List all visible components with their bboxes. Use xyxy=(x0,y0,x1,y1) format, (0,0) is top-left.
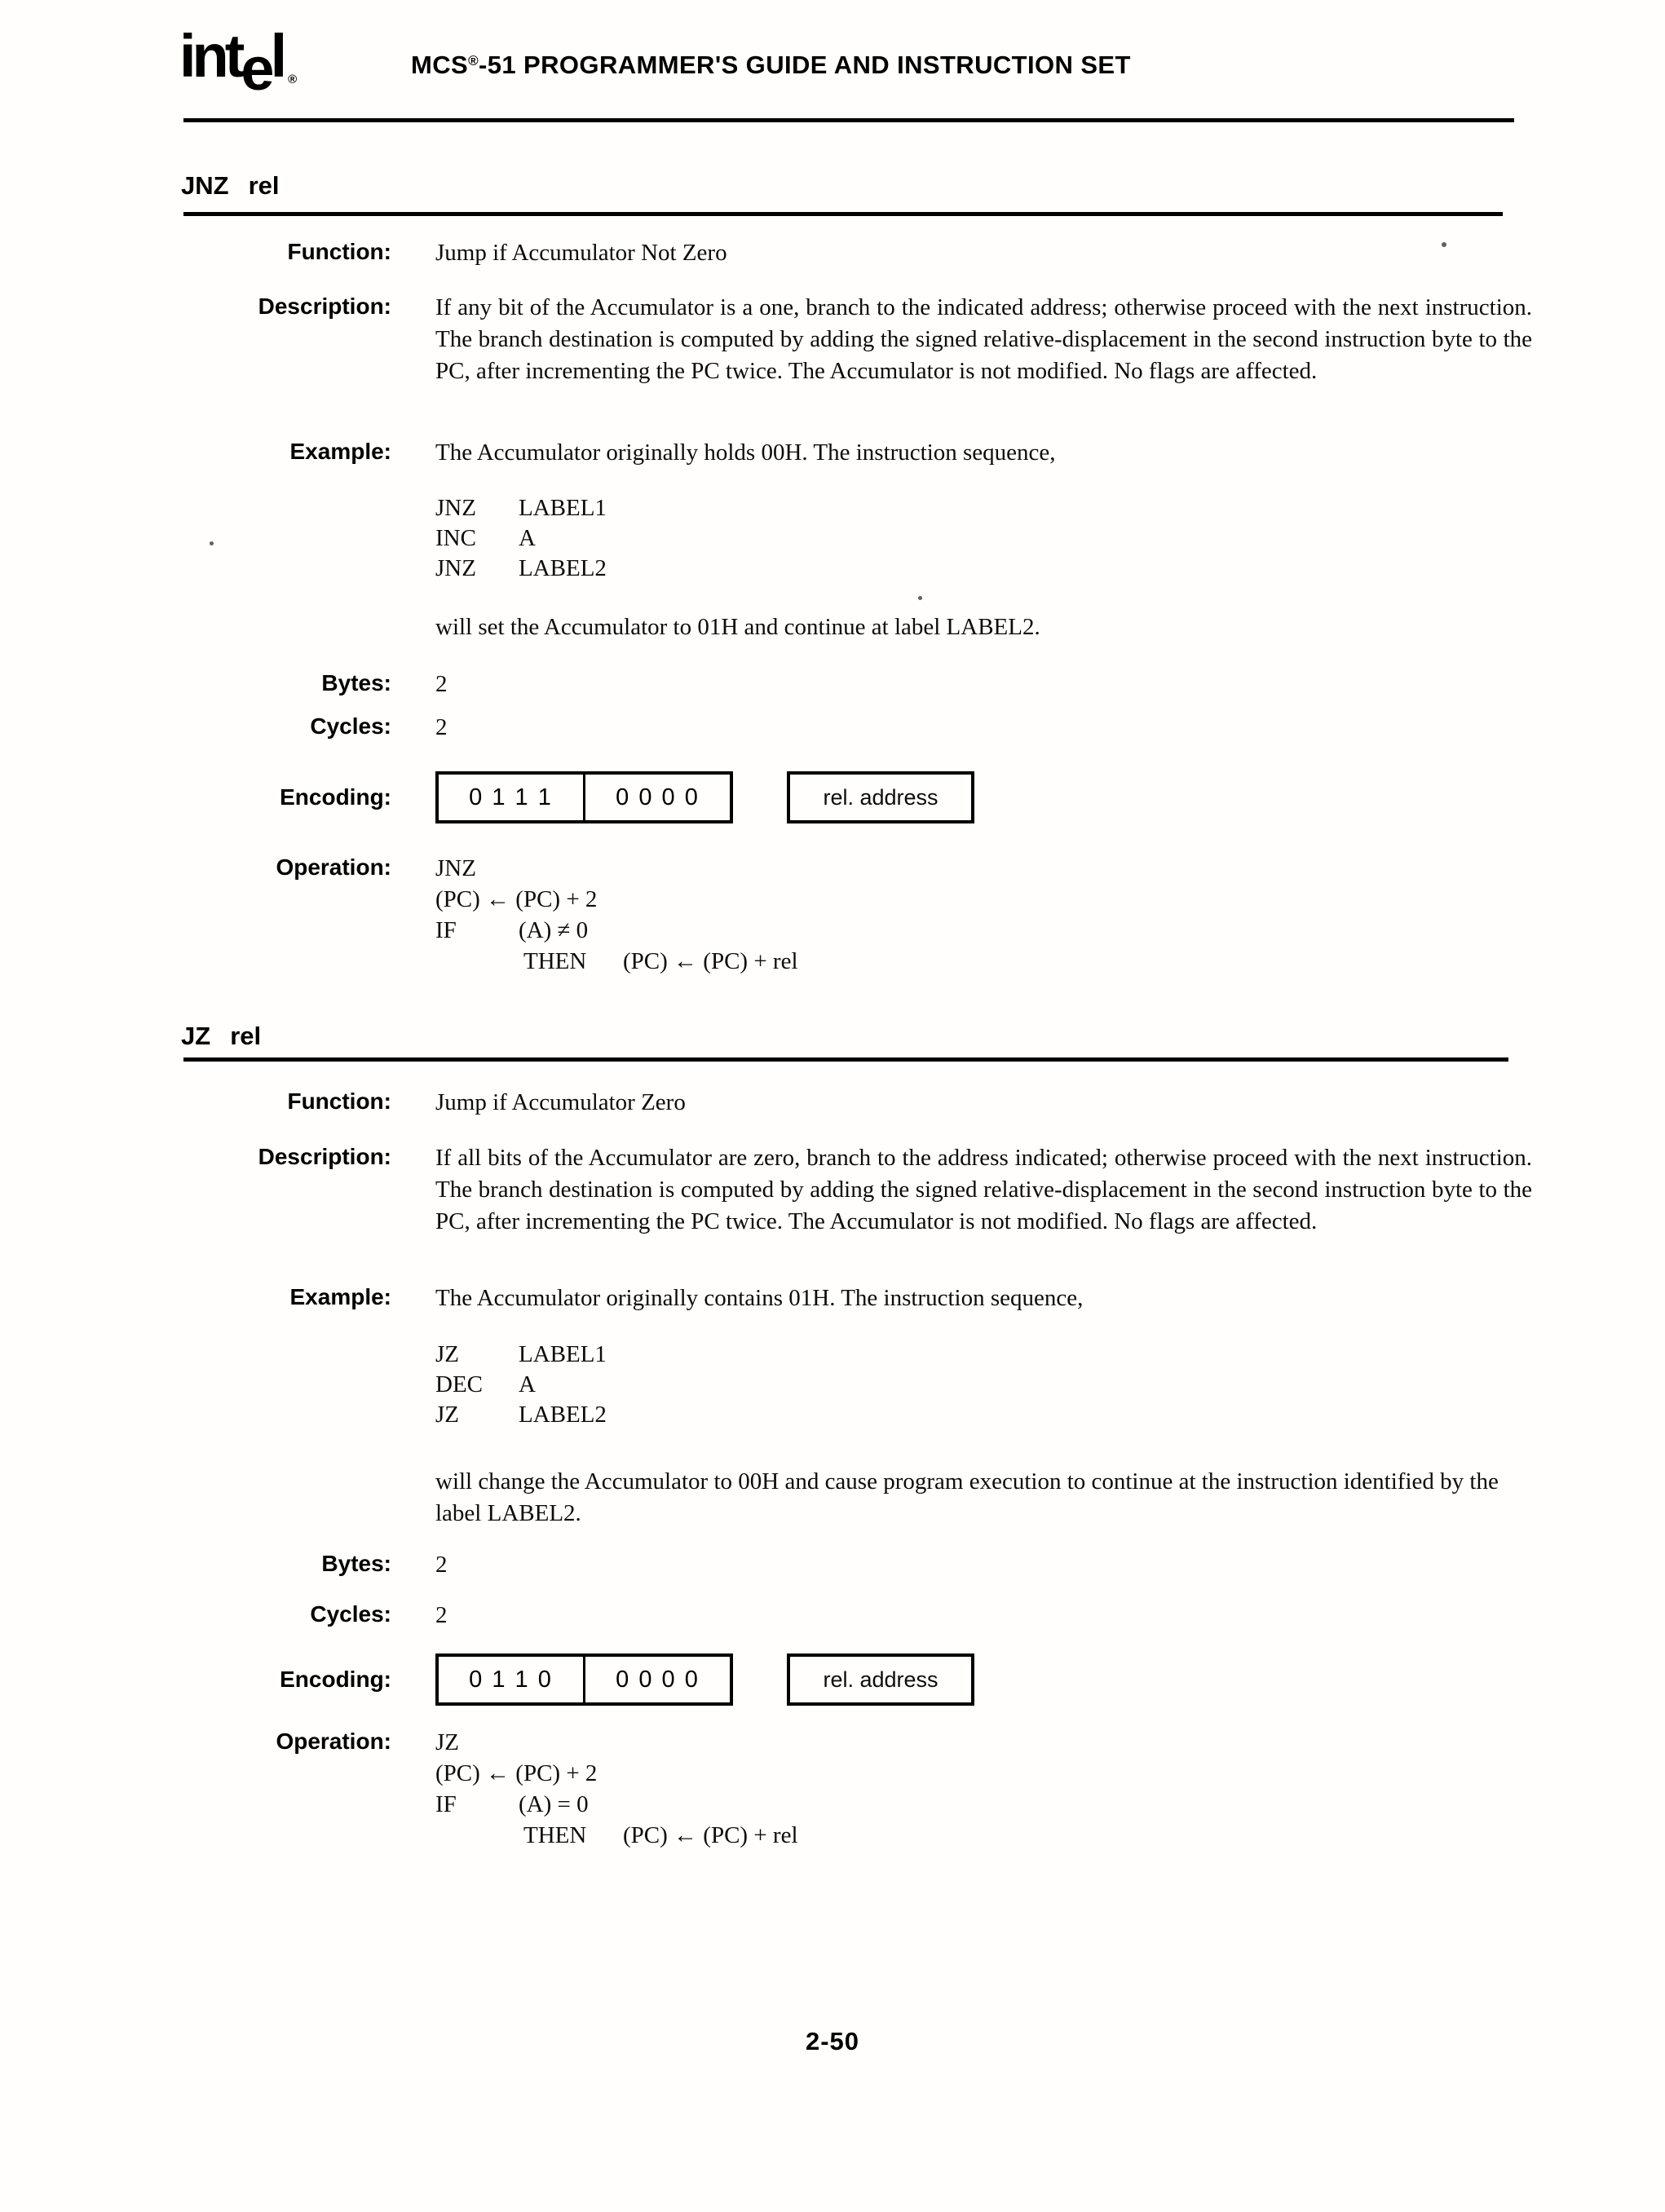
cycles-value: 2 xyxy=(435,1602,448,1628)
description-row xyxy=(0,292,1574,387)
operation-row xyxy=(0,1727,1574,1851)
function-row xyxy=(0,237,1574,269)
registered-mark-icon: ® xyxy=(468,53,479,68)
rel-address-box: rel. address xyxy=(787,771,974,823)
code-line xyxy=(435,554,607,584)
if-keyword: IF xyxy=(435,917,457,943)
code-block xyxy=(435,1340,607,1430)
logo-text: int xyxy=(179,22,241,90)
code-line xyxy=(435,493,607,523)
function-value: Jump if Accumulator Not Zero xyxy=(435,240,727,266)
then-keyword: THEN xyxy=(523,948,587,974)
description-text: If any bit of the Accumulator is a one, branch to the indicated address; otherwise proceed with the next instruction. The branch destination is computed by adding the signed relative-displacement in the second instruction byte to the PC, after incrementing the PC twice. The Accumulator is not modified. No flags are affected. xyxy=(435,294,1532,384)
intel-logo xyxy=(179,21,298,103)
logo-dropped-e: e xyxy=(241,35,271,103)
registered-mark-icon: ® xyxy=(288,73,298,86)
scan-artifact xyxy=(918,596,922,600)
description-label: Description: xyxy=(258,1144,391,1169)
bytes-row xyxy=(0,1549,1574,1581)
operation-mnemonic: JZ xyxy=(435,1729,459,1755)
instruction-heading-jnz xyxy=(181,171,280,201)
code-mnemonic: DEC xyxy=(435,1371,483,1397)
instruction-mnemonic: JZ xyxy=(181,1022,211,1050)
example-label: Example: xyxy=(289,1284,391,1309)
code-operand: A xyxy=(519,525,536,551)
bytes-label: Bytes: xyxy=(321,1551,391,1576)
function-label: Function: xyxy=(287,1088,391,1114)
section-divider xyxy=(183,1057,1508,1062)
title-prefix: MCS xyxy=(411,51,469,79)
code-line xyxy=(435,1370,607,1400)
encoding-row xyxy=(0,771,1574,823)
code-mnemonic: JZ xyxy=(435,1341,459,1367)
cycles-label: Cycles: xyxy=(310,713,391,739)
description-text: If all bits of the Accumulator are zero, branch to the address indicated; otherwise proceed with the next instruction. The branch destination is computed by adding the signed relative-displacement in the second instruction byte to the PC, after incrementing the PC twice. The Accumulator is not modified. No flags are affected. xyxy=(435,1145,1532,1234)
opcode-low-nibble: 0 0 0 0 xyxy=(583,775,730,820)
operation-label: Operation: xyxy=(276,1729,391,1754)
operation-pc-increment: (PC) ← (PC) + 2 xyxy=(435,886,598,912)
bytes-row xyxy=(0,669,1574,700)
instruction-mnemonic: JNZ xyxy=(181,171,229,200)
code-operand: LABEL1 xyxy=(519,1341,607,1367)
opcode-low-nibble: 0 0 0 0 xyxy=(583,1657,730,1702)
page-title xyxy=(411,51,1131,80)
code-operand: LABEL1 xyxy=(519,495,607,521)
example-row xyxy=(0,437,1574,469)
instruction-operand: rel xyxy=(248,171,280,200)
operation-row xyxy=(0,853,1574,977)
then-expression: (PC) ← (PC) + rel xyxy=(623,948,798,974)
code-mnemonic: INC xyxy=(435,525,476,551)
code-line xyxy=(435,1340,607,1370)
section-divider xyxy=(183,212,1503,216)
example-label: Example: xyxy=(289,439,391,464)
example-intro: The Accumulator originally holds 00H. The instruction sequence, xyxy=(435,439,1056,466)
opcode-high-nibble: 0 1 1 0 xyxy=(469,1666,553,1693)
code-mnemonic: JNZ xyxy=(435,495,476,521)
code-operand: LABEL2 xyxy=(519,1402,607,1428)
scan-artifact xyxy=(1442,242,1446,247)
title-suffix: -51 PROGRAMMER'S GUIDE AND INSTRUCTION SET xyxy=(479,51,1131,79)
code-mnemonic: JZ xyxy=(435,1402,459,1428)
encoding-row xyxy=(0,1653,1574,1706)
code-mnemonic: JNZ xyxy=(435,555,476,581)
bytes-label: Bytes: xyxy=(321,670,391,695)
opcode-box xyxy=(435,1653,733,1706)
instruction-heading-jz xyxy=(181,1022,261,1051)
function-value: Jump if Accumulator Zero xyxy=(435,1089,686,1115)
operation-then-line xyxy=(435,1820,1532,1851)
opcode-box xyxy=(435,771,733,823)
example-row xyxy=(0,1283,1574,1314)
example-outro: will set the Accumulator to 01H and continue at label LABEL2. xyxy=(435,614,1040,640)
operation-body xyxy=(435,853,1532,977)
if-condition: (A) ≠ 0 xyxy=(519,917,589,943)
encoding-diagram xyxy=(435,1653,974,1706)
code-operand: A xyxy=(519,1371,536,1397)
opcode-high-nibble: 0 1 1 1 xyxy=(469,784,553,810)
operation-body xyxy=(435,1727,1532,1851)
operation-then-line xyxy=(435,946,1532,977)
bytes-value: 2 xyxy=(435,671,448,697)
example-intro: The Accumulator originally contains 01H. The instruction sequence, xyxy=(435,1285,1084,1311)
cycles-label: Cycles: xyxy=(310,1601,391,1627)
operation-if-line xyxy=(435,915,1532,946)
code-block xyxy=(435,493,607,584)
code-operand: LABEL2 xyxy=(519,555,607,581)
operation-label: Operation: xyxy=(276,854,391,880)
operation-if-line xyxy=(435,1789,1532,1820)
then-keyword: THEN xyxy=(523,1822,587,1848)
if-condition: (A) = 0 xyxy=(519,1791,589,1817)
description-label: Description: xyxy=(258,294,391,319)
function-row xyxy=(0,1087,1574,1119)
code-line xyxy=(435,523,607,554)
if-keyword: IF xyxy=(435,1791,457,1817)
description-row xyxy=(0,1142,1574,1238)
scan-artifact xyxy=(210,541,214,545)
header-divider xyxy=(183,118,1514,122)
operation-pc-increment: (PC) ← (PC) + 2 xyxy=(435,1760,598,1786)
operation-mnemonic: JNZ xyxy=(435,855,476,881)
example-outro: will change the Accumulator to 00H and cause program execution to continue at the instruction identified by the label LABEL2. xyxy=(435,1468,1499,1526)
instruction-operand: rel xyxy=(230,1022,262,1050)
cycles-value: 2 xyxy=(435,714,448,740)
code-line xyxy=(435,1400,607,1430)
cycles-row xyxy=(0,1600,1574,1631)
logo-text-l: l xyxy=(270,22,284,90)
cycles-row xyxy=(0,712,1574,744)
function-label: Function: xyxy=(287,239,391,264)
encoding-diagram xyxy=(435,771,974,823)
encoding-label: Encoding: xyxy=(280,1667,391,1692)
then-expression: (PC) ← (PC) + rel xyxy=(623,1822,798,1848)
encoding-label: Encoding: xyxy=(280,784,391,810)
page-number: 2-50 xyxy=(805,2027,860,2055)
bytes-value: 2 xyxy=(435,1552,448,1578)
rel-address-box: rel. address xyxy=(787,1653,974,1706)
